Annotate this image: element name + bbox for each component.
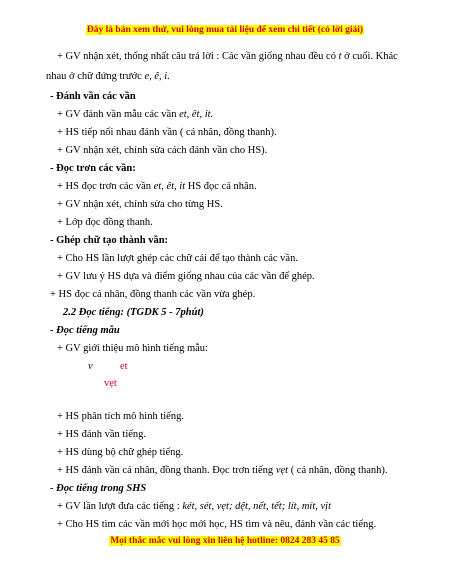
list-item: + GV nhận xét, chỉnh sửa cách đánh vần cho HS). <box>57 145 268 156</box>
list-item: + Cho HS lần lượt ghép các chữ cái để tạo thành các vần. <box>57 253 298 264</box>
list-item: + HS tiếp nối nhau đánh vần ( cá nhân, đồng thanh). <box>57 127 277 138</box>
section-heading: - Ghép chữ tạo thành vần: <box>50 235 169 246</box>
text: ở cuối. Khác <box>341 51 398 62</box>
text-italic: e, ê, i. <box>144 71 170 82</box>
list-item: + GV lưu ý HS dựa và điểm giống nhau của các vần để ghép. <box>57 271 315 282</box>
text: ( cá nhân, đồng thanh). <box>288 465 388 476</box>
section-heading: - Đọc tiếng trong SHS <box>50 483 147 494</box>
list-item <box>57 108 213 121</box>
list-item: + Cho HS tìm các vần mới học mới học, HS tìm và nêu, đánh vần các tiếng. <box>57 519 377 530</box>
list-item: + HS đánh vần tiếng. <box>57 429 147 440</box>
text: + HS đánh vần cá nhân, đồng thanh. Đọc trơn tiếng <box>57 465 276 476</box>
list-item: + GV nhận xét, chỉnh sửa cho từng HS. <box>57 199 223 210</box>
model-word: vẹt <box>104 378 117 389</box>
text: nhau ở chữ đứng trước <box>46 71 145 82</box>
list-item: + HS phân tích mô hình tiếng. <box>57 411 184 422</box>
paragraph-line <box>57 50 398 63</box>
section-heading: - Đánh vần các vần <box>50 91 136 102</box>
text-italic: két, sét, vẹt; dệt, nết, tết; lít, mít, vịt <box>182 501 332 512</box>
list-item: + Lớp đọc đồng thanh. <box>57 217 153 228</box>
list-item <box>57 464 388 477</box>
text: + GV nhận xét, thống nhất câu trả lời : Các vần giống nhau đều có <box>57 51 339 62</box>
list-item: + HS dùng bộ chữ ghép tiếng. <box>57 447 184 458</box>
text: + HS đọc trơn các vần <box>57 181 154 192</box>
section-heading: - Đọc tiếng mẫu <box>50 325 120 336</box>
text-italic: et, êt, it <box>153 181 186 192</box>
text-italic: t <box>338 51 342 62</box>
list-item <box>57 500 331 513</box>
header-banner-text: Đây là bản xem thử, vui lòng mua tài liệu để xem chi tiết (có lời giải) <box>86 25 364 35</box>
footer-banner <box>0 535 450 547</box>
header-banner <box>0 24 450 36</box>
text-italic: vẹt <box>275 465 289 476</box>
section-heading: - Đọc trơn các vần: <box>50 163 136 174</box>
model-consonant: v <box>88 361 93 372</box>
list-item <box>57 180 257 193</box>
section-heading: 2.2 Đọc tiếng: (TGDK 5 - 7phút) <box>63 307 204 318</box>
text: + GV lần lượt đưa các tiếng : <box>57 501 183 512</box>
text: HS đọc cá nhân. <box>185 181 257 192</box>
text: + GV đánh vần mẫu các vần <box>57 109 180 120</box>
text-italic: et, êt, it. <box>179 109 214 120</box>
footer-banner-text: Mọi thắc mắc vui lòng xin liên hệ hotline: 0824 283 45 85 <box>110 536 340 546</box>
model-rhyme: et <box>120 361 128 372</box>
list-item: + HS đọc cá nhân, đồng thanh các vần vừa ghép. <box>50 289 256 300</box>
paragraph-line <box>46 70 170 83</box>
list-item: + GV giới thiệu mô hình tiếng mẫu: <box>57 343 208 354</box>
